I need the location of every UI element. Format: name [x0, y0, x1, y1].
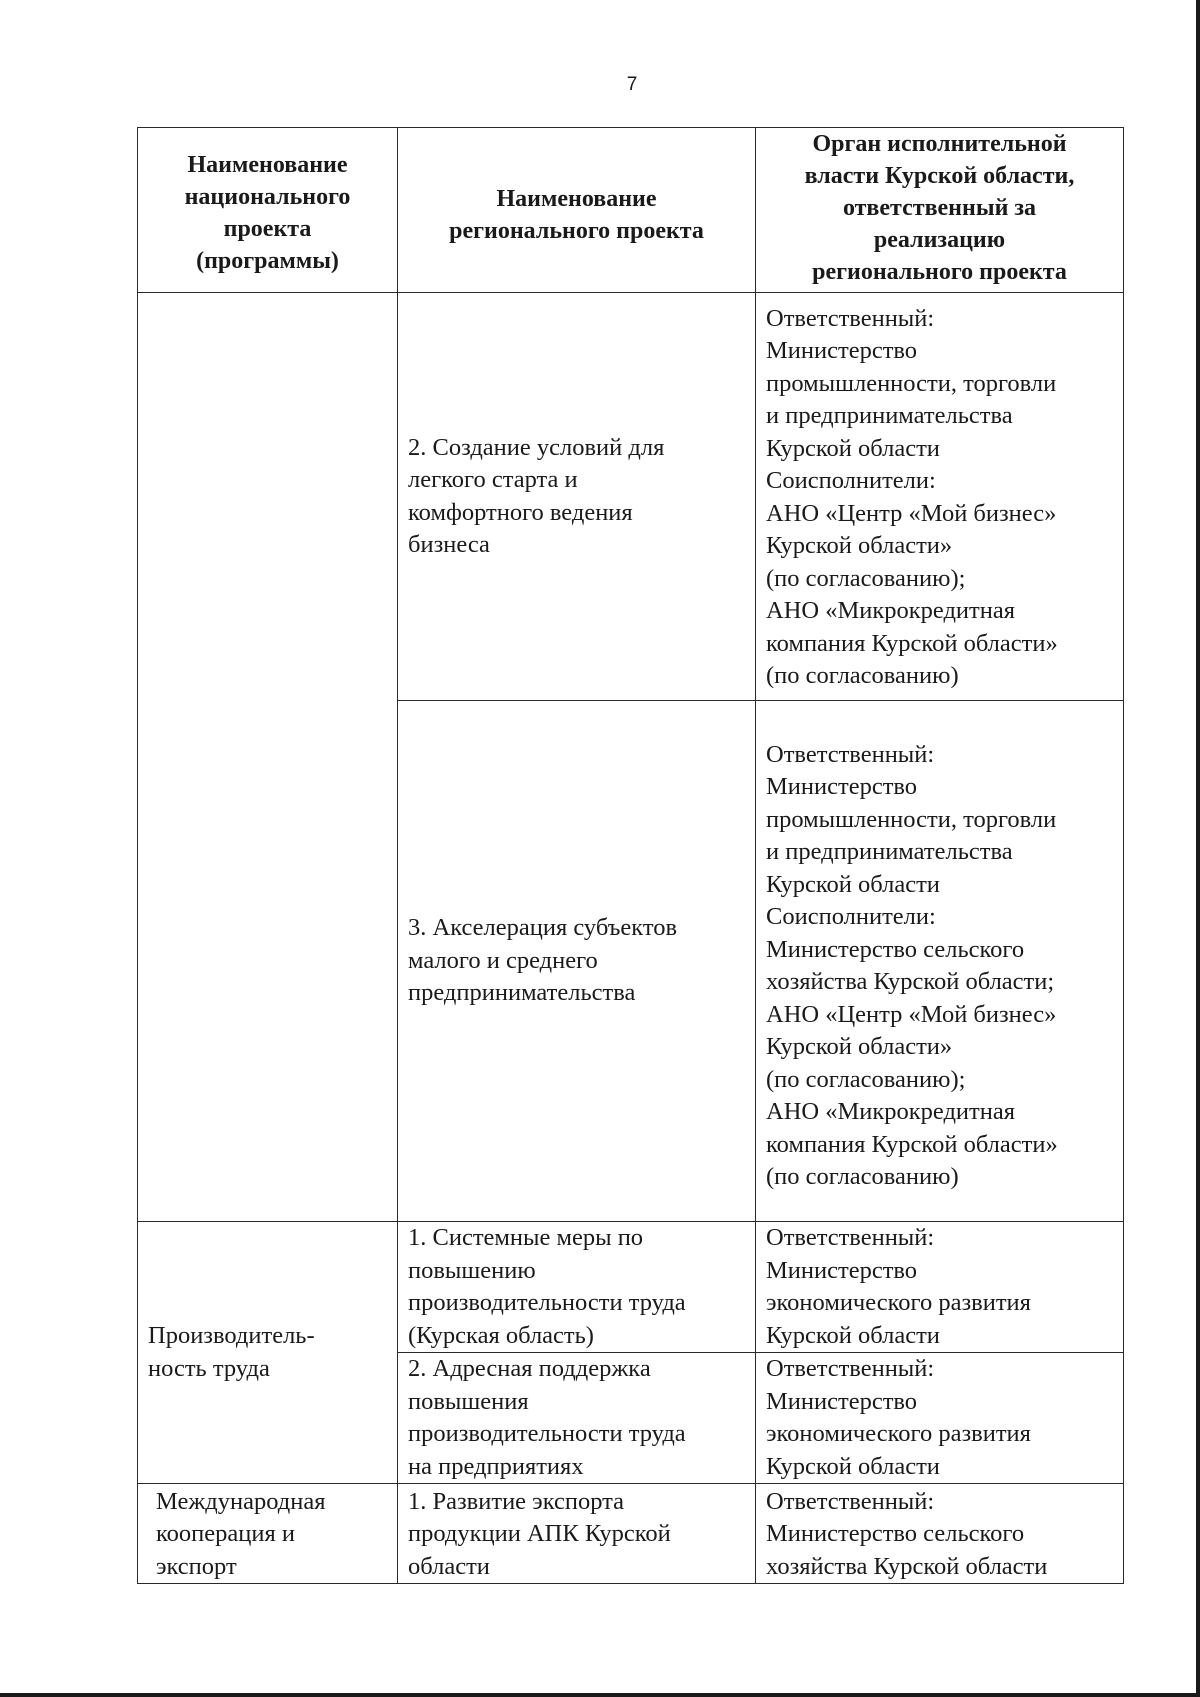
executive-body-cell: Ответственный: Министерство экономического развития Курской области — [756, 1353, 1124, 1484]
table-row — [138, 293, 1124, 701]
regional-project-cell: 1. Развитие экспорта продукции АПК Курской области — [398, 1484, 756, 1584]
executive-body-cell: Ответственный: Министерство сельского хозяйства Курской области — [756, 1484, 1124, 1584]
page-number: 7 — [626, 74, 638, 95]
regional-project-cell: 3. Акселерация субъектов малого и среднего предпринимательства — [398, 701, 756, 1222]
national-project-cell: Международная кооперация и экспорт — [138, 1484, 398, 1584]
national-project-cell: Производитель- ность труда — [138, 1222, 398, 1484]
executive-body-cell: Ответственный: Министерство промышленности, торговли и предпринимательства Курской области Соисполнители: АНО «Центр «Мой бизнес» Курской области» (по согласованию); АНО «Микрокредитная компания Курской области» (по согласованию) — [756, 293, 1124, 701]
scan-edge-bottom — [0, 1693, 1200, 1697]
header-executive-body: Орган исполнительной власти Курской области, ответственный за реализацию регионального проекта — [756, 128, 1124, 293]
table-header-row — [138, 128, 1124, 293]
regional-project-cell: 2. Адресная поддержка повышения производительности труда на предприятиях — [398, 1353, 756, 1484]
table-row — [138, 1222, 1124, 1353]
regional-project-cell: 1. Системные меры по повышению производительности труда (Курская область) — [398, 1222, 756, 1353]
executive-body-cell: Ответственный: Министерство экономического развития Курской области — [756, 1222, 1124, 1353]
header-national-project: Наименование национального проекта (программы) — [138, 128, 398, 293]
scan-edge-right — [1196, 0, 1200, 1697]
national-project-cell-empty — [138, 293, 398, 1222]
regional-project-cell: 2. Создание условий для легкого старта и комфортного ведения бизнеса — [398, 293, 756, 701]
header-regional-project: Наименование регионального проекта — [398, 128, 756, 293]
regional-projects-table — [137, 127, 1124, 1584]
table-row — [138, 1484, 1124, 1584]
executive-body-cell: Ответственный: Министерство промышленности, торговли и предпринимательства Курской области Соисполнители: Министерство сельского хозяйства Курской области; АНО «Центр «Мой бизнес» Курской области» (по согласованию); АНО «Микрокредитная компания Курской области» (по согласованию) — [756, 701, 1124, 1222]
